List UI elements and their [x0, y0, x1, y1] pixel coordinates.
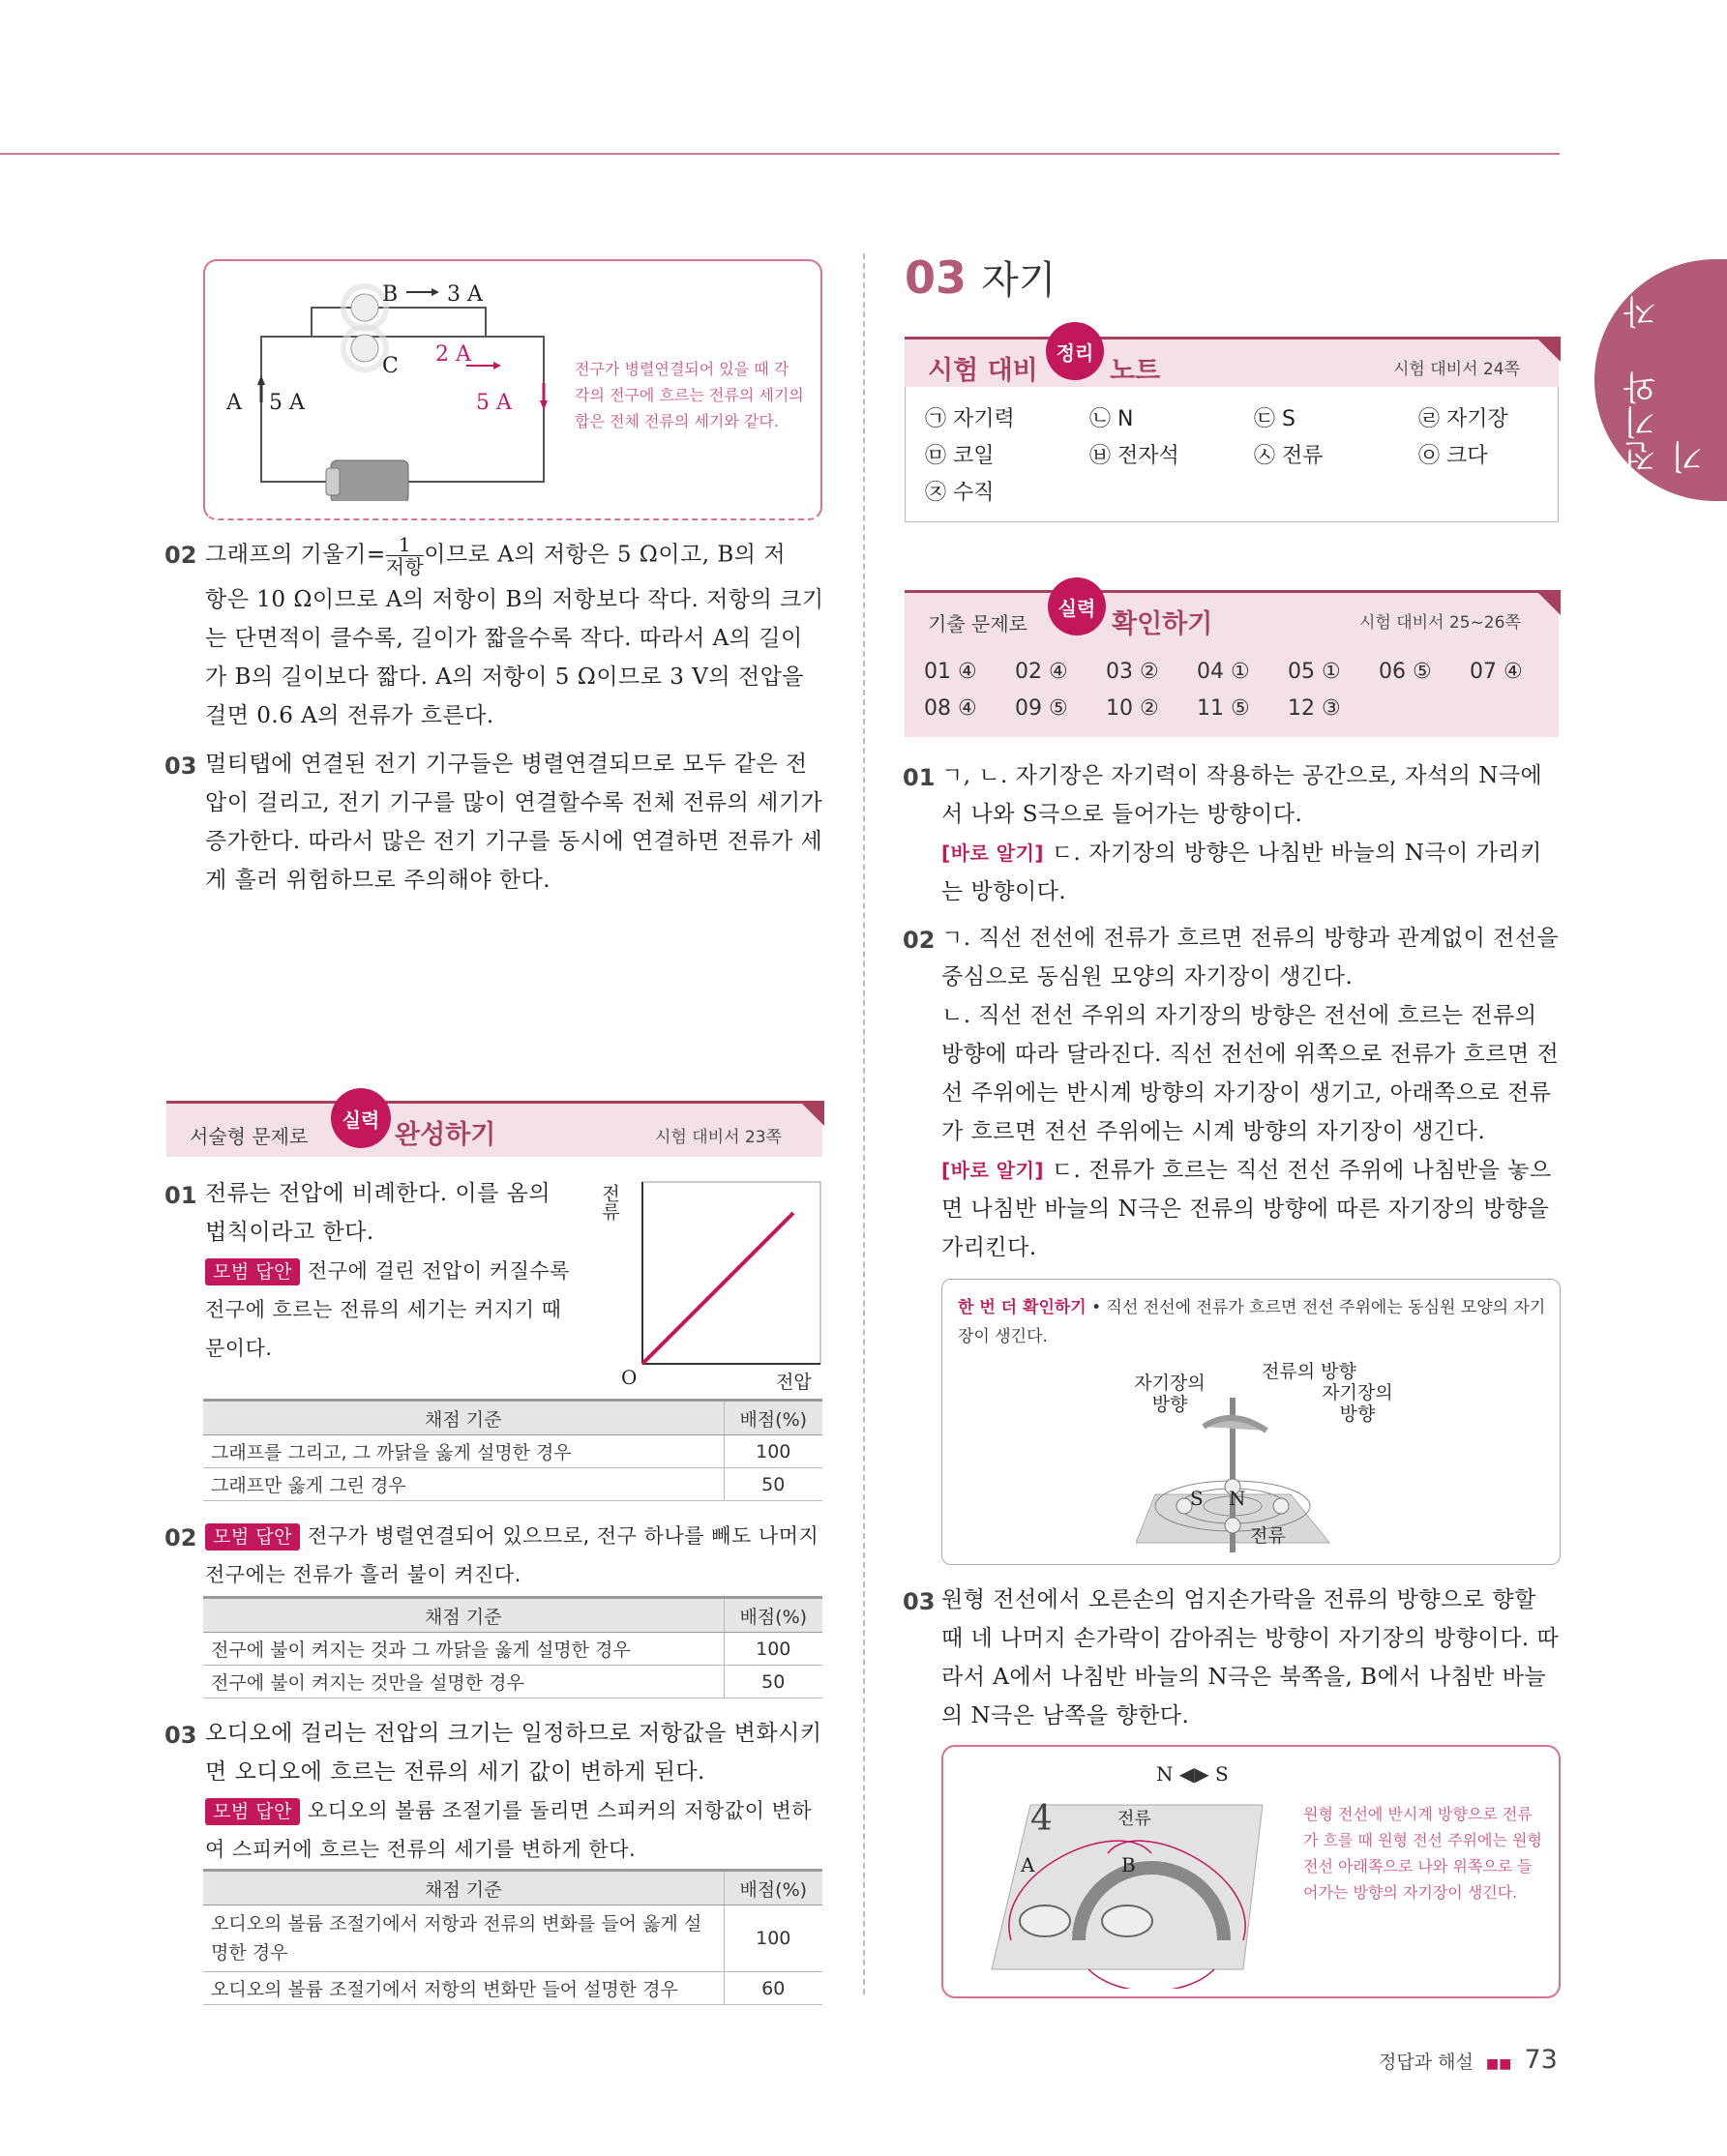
- banner-circle-badge: 실력: [331, 1088, 391, 1148]
- answer-key-item: 05 ①: [1288, 660, 1341, 684]
- banner-prefix: 서술형 문제로: [190, 1125, 309, 1148]
- figure-title: 한 번 더 확인하기: [958, 1298, 1087, 1317]
- grading-header-score: 배점(%): [724, 1401, 822, 1435]
- point-a-current: 5 A: [269, 391, 305, 415]
- parallel-circuit-figure: [203, 259, 822, 520]
- magnet-01-correction: ㄷ. 자기장의 방향은 나침반 바늘의 N극이 가리키는 방향이다.: [941, 841, 1542, 904]
- note-item: ㉣ 자기장: [1418, 407, 1508, 431]
- answer-key-item: 02 ④: [1015, 660, 1068, 684]
- correction-tag: [바로 알기]: [941, 1159, 1045, 1182]
- current-label: 전류: [1117, 1809, 1151, 1829]
- magnet-02-correction: ㄷ. 전류가 흐르는 직선 전선 주위에 나침반을 놓으면 나침반 바늘의 N극은 전류의 방향에 따른 자기장의 방향을 가리킨다.: [941, 1158, 1552, 1260]
- question-number: 02: [164, 1524, 197, 1551]
- compass-s-label: S: [1190, 1487, 1204, 1510]
- footer-label: 정답과 해설: [1379, 2052, 1474, 2073]
- bulb-b-label: B: [382, 282, 399, 307]
- grading-header-score: 배점(%): [724, 1871, 822, 1905]
- chapter-side-tab-label: 전기와 자기: [1623, 294, 1710, 474]
- answer-key-item: 03 ②: [1106, 660, 1159, 684]
- question-number: 01: [164, 1182, 197, 1209]
- multiple-choice-answers: [905, 640, 1559, 737]
- section-title: 자기: [981, 258, 1057, 303]
- grading-table-03: [203, 1869, 822, 2005]
- grading-criterion: 오디오의 볼륨 조절기에서 저항과 전류의 변화를 들어 옳게 설명한 경우: [203, 1905, 724, 1972]
- field-direction-label-left: 자기장의 방향: [1134, 1373, 1206, 1415]
- model-answer-badge: 모범 답안: [205, 1258, 300, 1285]
- answer-02-text-b: 이므로 A의 저항은 5 Ω이고, B의 저: [424, 542, 787, 568]
- banner-corner: [1535, 337, 1561, 362]
- note-item: ㉢ S: [1254, 407, 1295, 431]
- check-section-banner: [905, 590, 1559, 640]
- point-a-label: A: [226, 391, 242, 415]
- compass-direction: [1156, 1762, 1229, 1786]
- note-item: ㉥ 전자석: [1089, 444, 1179, 468]
- banner-prefix: 시험 대비: [928, 356, 1038, 386]
- graph-origin: O: [621, 1366, 638, 1389]
- grading-table-02: [203, 1596, 822, 1698]
- banner-circle-badge: 정리: [1046, 322, 1104, 380]
- fraction-numerator: 1: [386, 534, 425, 556]
- grading-criterion: 그래프만 옳게 그린 경우: [203, 1468, 724, 1501]
- model-answer-text: 전구가 병렬연결되어 있으므로, 전구 하나를 빼도 나머지 전구에는 전류가 흘러 불이 켜진다.: [205, 1524, 819, 1586]
- answer-key-item: 07 ④: [1470, 660, 1523, 684]
- grading-criterion: 전구에 불이 켜지는 것만을 설명한 경우: [203, 1666, 724, 1698]
- number-four-label: 4: [1030, 1799, 1053, 1839]
- point-b-label: B: [1121, 1853, 1136, 1876]
- straight-wire-figure: [941, 1279, 1561, 1565]
- grading-criterion: 그래프를 그리고, 그 까닭을 옳게 설명한 경우: [203, 1435, 724, 1468]
- circular-wire-caption: 원형 전선에 반시계 방향으로 전류가 흐를 때 원형 전선 주위에는 원형 전선 아래쪽으로 나와 위쪽으로 들어가는 방향의 자기장이 생긴다.: [1303, 1805, 1542, 1902]
- note-item: ㉦ 전류: [1254, 444, 1324, 468]
- banner-prefix: 기출 문제로: [928, 612, 1027, 635]
- banner-title: 확인하기: [1112, 609, 1213, 639]
- question-number: 02: [903, 927, 936, 954]
- top-rule: [0, 153, 1560, 155]
- grading-score: 60: [724, 1972, 822, 2005]
- essay-02-body: [205, 1517, 824, 1594]
- answer-key-item: 06 ⑤: [1379, 660, 1432, 684]
- north-label: N: [1156, 1762, 1174, 1786]
- banner-title: 노트: [1110, 356, 1161, 386]
- graph-x-label: 전압: [776, 1372, 812, 1393]
- column-divider: [863, 253, 865, 1994]
- magnet-02-point-b: ㄴ. 직선 전선 주위의 자기장의 방향은 전선에 흐르는 전류의 방향에 따라 달라진다. 직선 전선에 위쪽으로 전류가 흐르면 전선 주위에는 반시계 방향의 자기장이 생기고, 아래쪽으로 전류가 흐르면 전선 주위에는 시계 방향의 자기장이 생긴다.: [941, 1003, 1560, 1144]
- banner-title: 완성하기: [395, 1120, 496, 1150]
- banner-corner: [799, 1101, 824, 1126]
- grading-header-criteria: 채점 기준: [203, 1871, 724, 1905]
- magnet-01-text: ㄱ, ㄴ. 자기장은 자기력이 작용하는 공간으로, 자석의 N극에서 나와 S극으로 들어가는 방향이다.: [941, 763, 1543, 827]
- model-answer-text: 전구에 걸린 전압이 커질수록 전구에 흐르는 전류의 세기는 커지기 때문이다.: [205, 1259, 570, 1360]
- slope-fraction: [386, 534, 425, 577]
- graph-svg: [590, 1174, 822, 1387]
- banner-reference: 시험 대비서 25~26쪽: [1359, 613, 1521, 633]
- direction-arrow-icon: ◀▶: [1178, 1762, 1209, 1786]
- page-number: 73: [1524, 2045, 1558, 2075]
- essay-01-text: 전류는 전압에 비례한다. 이를 옴의 법칙이라고 한다.: [205, 1181, 551, 1245]
- grading-criterion: 오디오의 볼륨 조절기에서 저항의 변화만 들어 설명한 경우: [203, 1972, 724, 2005]
- page-footer: [1379, 2045, 1558, 2075]
- answer-key-item: 09 ⑤: [1015, 696, 1068, 721]
- south-label: S: [1214, 1762, 1229, 1786]
- section-number: 03: [905, 251, 968, 304]
- answer-02-text-a: 그래프의 기울기=: [205, 542, 386, 568]
- circular-wire-figure: [941, 1745, 1561, 1998]
- current-label-bottom: 전류: [1250, 1525, 1286, 1547]
- current-voltage-graph: [590, 1174, 822, 1393]
- answer-02-line1: [205, 534, 824, 577]
- answer-03-body: 멀티탭에 연결된 전기 기구들은 병렬연결되므로 모두 같은 전압이 걸리고, 전기 기구를 많이 연결할수록 전체 전류의 세기가 증가한다. 따라서 많은 전기 기구를 동시에 연결하면 전류가 세게 흘러 위험하므로 주의해야 한다.: [205, 752, 823, 893]
- note-item: ㉨ 수직: [925, 481, 995, 505]
- banner-reference: 시험 대비서 23쪽: [655, 1128, 782, 1147]
- note-item: ㉤ 코일: [925, 444, 995, 468]
- note-item: ㉡ N: [1089, 407, 1134, 431]
- bulb-c-label: C: [382, 354, 399, 378]
- field-direction-label-right: 자기장의 방향: [1322, 1382, 1393, 1425]
- answer-02-body: 항은 10 Ω이므로 A의 저항이 B의 저항보다 작다. 저항의 크기는 단면적이 클수록, 길이가 짧을수록 작다. 따라서 A의 길이가 B의 길이보다 짧다. A의 저항이 5 Ω이므로 3 V의 전압을 걸면 0.6 A의 전류가 흐른다.: [205, 587, 824, 728]
- essay-03-text: 오디오에 걸리는 전압의 크기는 일정하므로 저항값을 변화시키면 오디오에 흐르는 전류의 세기 값이 변하게 된다.: [205, 1721, 822, 1785]
- grading-header-criteria: 채점 기준: [203, 1598, 724, 1633]
- point-a-label: A: [1021, 1853, 1035, 1876]
- answer-key-item: 10 ②: [1106, 696, 1159, 721]
- note-item: ㉠ 자기력: [925, 407, 1015, 431]
- right-branch-current: 5 A: [476, 391, 512, 415]
- question-number: 03: [164, 753, 197, 780]
- essay-03-body: [205, 1714, 824, 1869]
- grading-table-01: [203, 1399, 822, 1501]
- essay-section-banner: [166, 1101, 822, 1157]
- correction-tag: [바로 알기]: [941, 842, 1045, 865]
- model-answer-text: 오디오의 볼륨 조절기를 돌리면 스피커의 저항값이 변하여 스피커에 흐르는 전류의 세기를 변하게 한다.: [205, 1799, 813, 1861]
- question-number: 02: [164, 542, 197, 569]
- compass-n-label: N: [1229, 1487, 1246, 1510]
- answer-key-item: 12 ③: [1288, 696, 1341, 721]
- banner-corner: [1535, 590, 1561, 615]
- grading-score: 100: [724, 1905, 822, 1972]
- grading-score: 50: [724, 1468, 822, 1501]
- magnet-03-body: 원형 전선에서 오른손의 엄지손가락을 전류의 방향으로 향할 때 네 나머지 손가락이 감아쥐는 방향이 자기장의 방향이다. 따라서 A에서 나침반 바늘의 N극은 북쪽을, B에서 나침반 바늘의 N극은 남쪽을 향한다.: [941, 1587, 1560, 1728]
- bulb-b-current: 3 A: [447, 282, 483, 307]
- grading-header-score: 배점(%): [724, 1598, 822, 1633]
- current-direction-label: 전류의 방향: [1262, 1361, 1356, 1382]
- question-number: 03: [903, 1588, 936, 1615]
- grading-header-criteria: 채점 기준: [203, 1401, 724, 1435]
- answer-key-item: 04 ①: [1197, 660, 1250, 684]
- straight-wire-caption: [958, 1293, 1548, 1351]
- question-number: 03: [164, 1722, 197, 1749]
- grading-criterion: 전구에 불이 켜지는 것과 그 까닭을 옳게 설명한 경우: [203, 1633, 724, 1666]
- grading-score: 50: [724, 1666, 822, 1698]
- review-note-banner: [905, 337, 1559, 387]
- model-answer-badge: 모범 답안: [205, 1798, 300, 1825]
- question-number: 01: [903, 764, 936, 791]
- footer-dots-icon: ■■: [1485, 2056, 1512, 2072]
- essay-01-body: [205, 1174, 578, 1368]
- magnet-02-point-a: ㄱ. 직선 전선에 전류가 흐르면 전류의 방향과 관계없이 전선을 중심으로 동심원 모양의 자기장이 생긴다.: [941, 926, 1560, 989]
- note-item: ㉧ 크다: [1418, 444, 1488, 468]
- grading-score: 100: [724, 1435, 822, 1468]
- answer-key-item: 11 ⑤: [1197, 696, 1250, 721]
- model-answer-badge: 모범 답안: [205, 1523, 300, 1551]
- bulb-c-current: 2 A: [435, 342, 471, 367]
- parallel-circuit-caption: 전구가 병렬연결되어 있을 때 각 각의 전구에 흐르는 전류의 세기의 합은 전체 전류의 세기와 같다.: [575, 360, 804, 430]
- magnet-01-body: [941, 756, 1561, 911]
- answer-key-item: 08 ④: [924, 696, 977, 721]
- grading-score: 100: [724, 1633, 822, 1666]
- magnet-02-body: [941, 919, 1561, 1267]
- section-heading: [905, 250, 1056, 305]
- review-note-answers: [905, 387, 1559, 522]
- fraction-denominator: 저항: [385, 555, 425, 578]
- figure-caption: • 직선 전선에 전류가 흐르면 전선 주위에는 동심원 모양의 자기장이 생긴다.: [958, 1298, 1546, 1346]
- banner-reference: 시험 대비서 24쪽: [1393, 360, 1520, 379]
- banner-circle-badge: 실력: [1048, 577, 1106, 635]
- answer-key-item: 01 ④: [924, 660, 977, 684]
- graph-y-label: 전류: [599, 1184, 620, 1221]
